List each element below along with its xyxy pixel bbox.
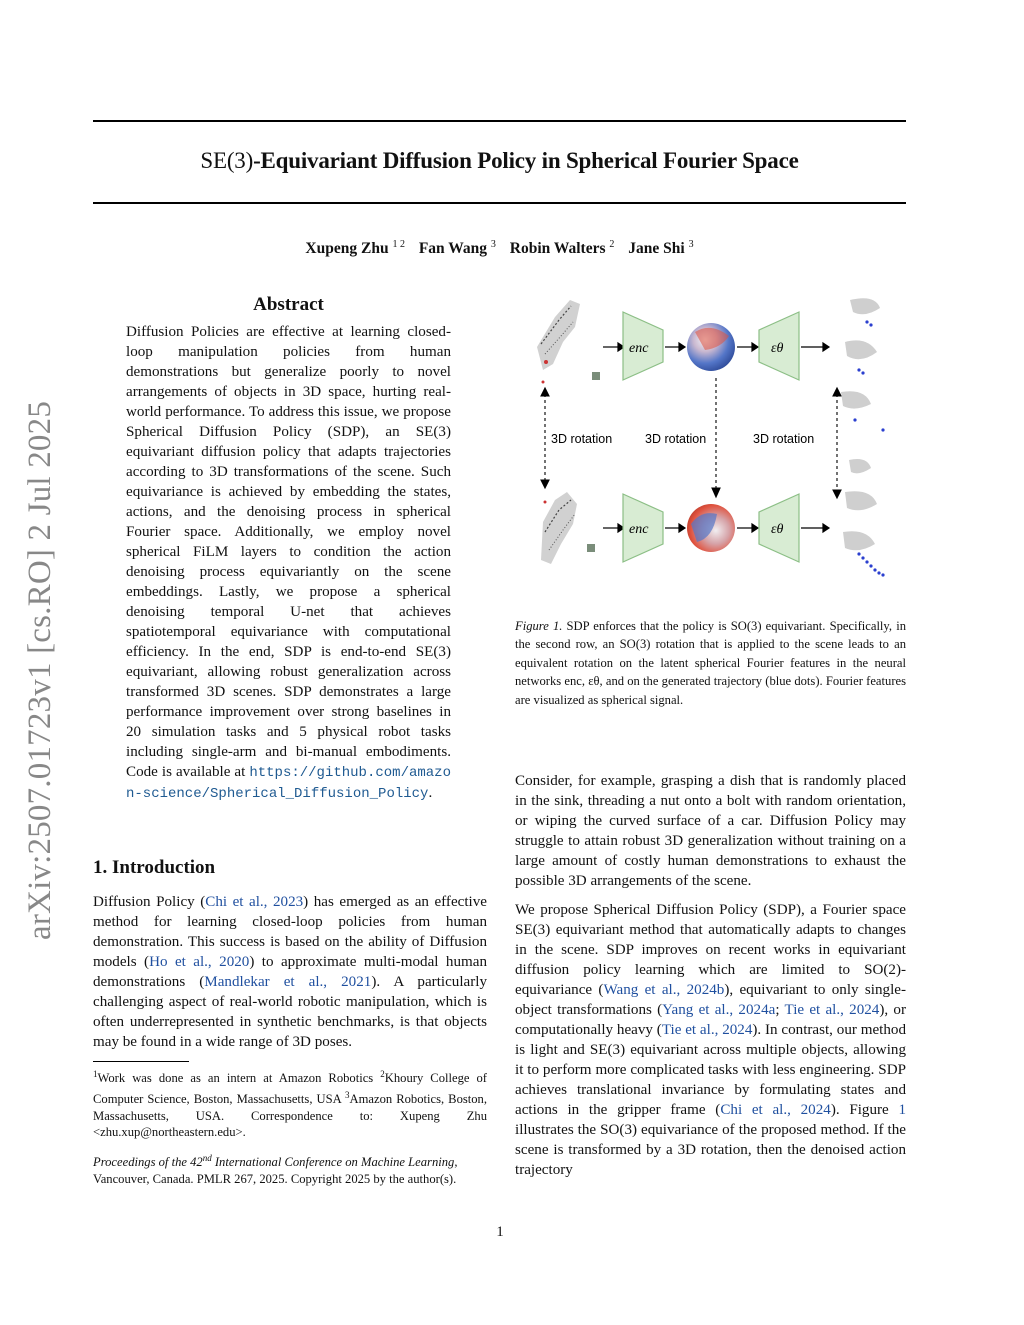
proceedings-note bbox=[93, 1150, 487, 1187]
rotation-label-left: 3D rotation bbox=[551, 432, 613, 446]
citation-tie-2024-b[interactable]: Tie et al., 2024 bbox=[661, 1022, 753, 1038]
author-1 bbox=[305, 240, 405, 257]
fn-text-3: Amazon Robotics, Boston, Massachusetts, USA. Correspondence to: Xupeng Zhu <zhu.xup@northeastern.edu>. bbox=[93, 1091, 488, 1140]
intro-text-4: ). A particularly challenging aspect of real-world robotic manipulation, which is often underrepresented in synthetic benchmarks, is that objects may be found in a wide range of 3D poses. bbox=[93, 974, 487, 1050]
arrow-scene-to-enc-top bbox=[603, 343, 624, 351]
caption-label: Figure 1. bbox=[515, 619, 563, 633]
spherical-feature-top bbox=[687, 323, 735, 371]
eps-label-bottom: εθ bbox=[771, 522, 784, 537]
scene-pointcloud-bottom bbox=[541, 492, 595, 564]
rotation-arrow-right bbox=[833, 388, 841, 498]
arrow-eps-to-traj-top bbox=[801, 343, 829, 351]
author-3 bbox=[510, 240, 615, 257]
author-3-affil: 2 bbox=[609, 239, 615, 250]
author-1-name: Xupeng Zhu bbox=[305, 240, 389, 258]
rotation-arrow-left bbox=[541, 388, 549, 488]
top-rule bbox=[93, 120, 906, 122]
caption-text: SDP enforces that the policy is SO(3) equivariant. Specifically, in the second row, an SO(3) rotation that is applied to the scene leads to an equivalent rotation on the latent spherical Fourier features in the neural networks enc, εθ, and on the generated trajectory (blue dots). Fourier features are visualized as spherical signal. bbox=[515, 619, 906, 707]
author-list bbox=[93, 239, 906, 258]
author-2-affil: 3 bbox=[490, 239, 496, 250]
fn-mark-2: 2 bbox=[380, 1069, 385, 1079]
affiliation-footnote bbox=[93, 1066, 487, 1141]
abstract-text: Diffusion Policies are effective at learning closed-loop manipulation policies from human demonstrations but generalize poorly to novel arrangements of objects in 3D space, hurting real-world performance. To address this issue, we propose Spherical Diffusion Policy (SDP), an SE(3) equivariant diffusion policy that adapts trajectories according to 3D transformations of the scene. Such equivariance is achieved by embedding the states, actions, and the denoising process in spherical Fourier space. Additionally, we employ novel spherical FiLM layers to condition the action denoising process equivariantly on the scene embeddings. Lastly, we propose a spherical denoising temporal U-net that achieves spatiotemporal equivariance with computational efficiency. In the end, SDP is end-to-end SE(3) equivariant, allowing robust generalization across transformed 3D scenes. SDP demonstrates a large performance improvement over strong baselines in 20 simulation tasks and 5 physical robot tasks including single-arm and bi-manual embodiments. Code is available at bbox=[126, 324, 451, 780]
author-4-name: Jane Shi bbox=[628, 240, 685, 258]
title-main: -Equivariant Diffusion Policy in Spherical Fourier Space bbox=[253, 148, 799, 173]
spherical-feature-bottom bbox=[687, 504, 735, 552]
introduction-paragraph bbox=[93, 892, 487, 1052]
right-paragraph-1: Consider, for example, grasping a dish that is randomly placed in the sink, threading a nut onto a bolt with random orientation, or wiping the curved surface of a car. Diffusion Policy may struggle to attain robust 3D generalization without training on a large amount of costly human demonstrations to exhaust the possible 3D arrangements of the scene. bbox=[515, 773, 906, 889]
rp2-sep: ; bbox=[775, 1002, 785, 1018]
abstract-end: . bbox=[428, 785, 433, 801]
rp2-text-d: ). In contrast, our method is light and SE(3) equivariant across multiple objects, allowing it to perform more complicated tasks with less engineering. SDP achieves translational invariance by formulating states and actions in the gripper frame ( bbox=[515, 1022, 906, 1118]
citation-ho-2020[interactable]: Ho et al., 2020 bbox=[149, 954, 250, 970]
trajectory-bottom bbox=[843, 459, 885, 577]
citation-chi-2023[interactable]: Chi et al., 2023 bbox=[205, 894, 304, 910]
author-4-affil: 3 bbox=[688, 239, 694, 250]
proc-rest: , Vancouver, Canada. PMLR 267, 2025. Copyright 2025 by the author(s). bbox=[93, 1155, 458, 1186]
citation-tie-2024-a[interactable]: Tie et al., 2024 bbox=[784, 1002, 880, 1018]
proc-sup: nd bbox=[202, 1153, 212, 1163]
scene-pointcloud-top bbox=[537, 300, 600, 384]
fn-text-2: Khoury College of Computer Science, Boston, Massachusetts, USA bbox=[93, 1071, 488, 1106]
footnote-rule bbox=[93, 1061, 189, 1062]
intro-text-3: ) to approximate multi-modal human demonstrations ( bbox=[93, 954, 487, 990]
rp2-text-c: ), or computationally heavy ( bbox=[515, 1002, 906, 1038]
abstract-body bbox=[126, 322, 451, 804]
figure-1-reference[interactable]: 1 bbox=[898, 1102, 906, 1118]
title-bottom-rule bbox=[93, 202, 906, 204]
citation-chi-2024[interactable]: Chi et al., 2024 bbox=[720, 1102, 831, 1118]
intro-text-1: Diffusion Policy ( bbox=[93, 894, 206, 910]
proc-italic-1: Proceedings of the 42 bbox=[93, 1155, 203, 1170]
enc-label-top: enc bbox=[629, 341, 649, 356]
paper-title bbox=[93, 148, 906, 174]
figure-1-caption bbox=[515, 617, 906, 709]
intro-text-2: ) has emerged as an effective method for learning closed-loop policies from human demonstration. This success is based on the ability of Diffusion models ( bbox=[93, 894, 487, 970]
arrow-sphere-to-eps-bottom bbox=[737, 524, 758, 532]
fn-mark-1: 1 bbox=[93, 1069, 98, 1079]
citation-wang-2024b[interactable]: Wang et al., 2024b bbox=[603, 982, 725, 998]
arrow-enc-to-sphere-top bbox=[665, 343, 685, 351]
rotation-label-right: 3D rotation bbox=[753, 432, 815, 446]
proc-italic-2: International Conference on Machine Learning bbox=[211, 1155, 455, 1170]
page-number: 1 bbox=[496, 1224, 504, 1240]
arrow-enc-to-sphere-bottom bbox=[665, 524, 685, 532]
author-2-name: Fan Wang bbox=[418, 240, 488, 258]
author-3-name: Robin Walters bbox=[509, 240, 606, 258]
code-link[interactable]: https://github.com/amazon-science/Spherical_Diffusion_Policy bbox=[126, 765, 451, 802]
figure-1-diagram bbox=[515, 292, 910, 604]
rp2-text-f: illustrates the SO(3) equivariance of the proposed method. If the scene is transformed by a 3D rotation, then the denoised action trajectory bbox=[515, 1122, 906, 1178]
rp2-text-e: ). Figure bbox=[830, 1102, 899, 1118]
trajectory-top bbox=[841, 298, 885, 431]
arrow-scene-to-enc-bottom bbox=[603, 524, 624, 532]
fn-text-1: Work was done as an intern at Amazon Robotics bbox=[97, 1071, 381, 1086]
introduction-heading: 1. Introduction bbox=[93, 857, 216, 878]
title-prefix: SE(3) bbox=[200, 148, 254, 173]
citation-mandlekar-2021[interactable]: Mandlekar et al., 2021 bbox=[204, 974, 372, 990]
author-4 bbox=[628, 240, 693, 257]
enc-label-bottom: enc bbox=[629, 522, 649, 537]
right-paragraph-2 bbox=[515, 900, 906, 1180]
rp2-text-b: ), equivariant to only single-object transformations ( bbox=[515, 982, 906, 1018]
eps-label-top: εθ bbox=[771, 341, 784, 356]
rotation-label-middle: 3D rotation bbox=[645, 432, 707, 446]
arrow-sphere-to-eps-top bbox=[737, 343, 758, 351]
fn-mark-3: 3 bbox=[345, 1089, 350, 1100]
rotation-arrow-middle bbox=[712, 378, 720, 497]
abstract-heading: Abstract bbox=[253, 294, 324, 315]
author-1-affil: 1 2 bbox=[392, 239, 405, 250]
arxiv-watermark: arXiv:2507.01723v1 [cs.RO] 2 Jul 2025 bbox=[22, 400, 58, 940]
rp2-text-a: We propose Spherical Diffusion Policy (SDP), a Fourier space SE(3) equivariant method that automatically adapts to changes in the scene. SDP improves on recent works in equivariant diffusion policy learning which are limited to SO(2)-equivariance ( bbox=[515, 902, 906, 998]
right-column-text bbox=[515, 771, 906, 1189]
author-2 bbox=[419, 240, 496, 257]
arrow-eps-to-traj-bottom bbox=[801, 524, 829, 532]
citation-yang-2024a[interactable]: Yang et al., 2024a bbox=[662, 1002, 776, 1018]
